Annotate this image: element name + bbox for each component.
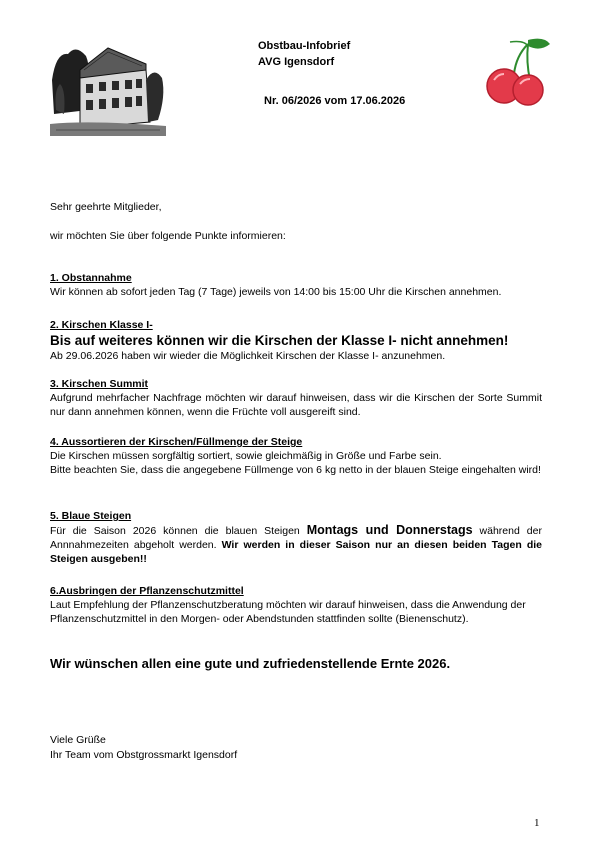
building-sketch-icon	[50, 40, 166, 136]
section-kirschen-summit	[50, 377, 542, 419]
issue-number: Nr. 06/2026 vom 17.06.2026	[264, 95, 406, 107]
cherry-logo-icon	[468, 34, 552, 108]
section-title: 3. Kirschen Summit	[50, 378, 149, 390]
section-text-part: Für die Saison 2026 können die blauen Steigen	[50, 525, 307, 537]
section-kirschen-klasse	[50, 318, 542, 363]
pickup-notice: Wir werden in dieser Saison nur an diesen beiden Tagen die Steigen ausgeben!!	[50, 539, 542, 565]
section-blaue-steigen	[50, 509, 542, 566]
regards-line: Viele Grüße	[50, 734, 106, 746]
section-obstannahme	[50, 271, 542, 299]
closing-wish: Wir wünschen allen eine gute und zufriedenstellende Ernte 2026.	[50, 656, 451, 671]
section-text	[50, 523, 542, 566]
salutation: Sehr geehrte Mitglieder,	[50, 201, 162, 213]
section-emphasis: Bis auf weiteres können wir die Kirschen der Klasse I- nicht annehmen!	[50, 333, 509, 348]
letterhead-title	[258, 38, 350, 70]
section-text: Wir können ab sofort jeden Tag (7 Tage) jeweils von 14:00 bis 15:00 Uhr die Kirschen annehmen.	[50, 286, 502, 298]
section-pflanzenschutz	[50, 584, 542, 626]
section-title: 5. Blaue Steigen	[50, 510, 132, 522]
section-text: Die Kirschen müssen sorgfältig sortiert, sowie gleichmäßig in Größe und Farbe sein.	[50, 450, 442, 462]
letterhead-title-line2: AVG Igensdorf	[258, 56, 335, 68]
intro-text: wir möchten Sie über folgende Punkte informieren:	[50, 230, 286, 242]
pickup-days: Montags und Donnerstags	[306, 523, 473, 537]
section-title: 6.Ausbringen der Pflanzenschutzmittel	[50, 585, 244, 597]
section-text: Ab 29.06.2026 haben wir wieder die Möglichkeit Kirschen der Klasse I- anzunehmen.	[50, 350, 446, 362]
regards-block	[50, 733, 237, 763]
signature-line: Ihr Team vom Obstgrossmarkt Igensdorf	[50, 749, 238, 761]
section-title: 2. Kirschen Klasse I-	[50, 319, 153, 331]
section-text-part: während der Annnahmezeiten abgeholt werden.	[50, 525, 542, 551]
section-text: Bitte beachten Sie, dass die angegebene Füllmenge von 6 kg netto in der blauen Steige eingehalten wird!	[50, 464, 541, 476]
section-title: 4. Aussortieren der Kirschen/Füllmenge der Steige	[50, 436, 303, 448]
section-text: Aufgrund mehrfacher Nachfrage möchten wir darauf hinweisen, dass wir die Kirschen der Sorte Summit nur dann annehmen können, wenn die Früchte voll ausgereift sind.	[50, 392, 542, 418]
section-title: 1. Obstannahme	[50, 272, 132, 284]
section-aussortieren	[50, 435, 542, 477]
page-number: 1	[534, 817, 540, 829]
section-text: Laut Empfehlung der Pflanzenschutzberatung möchten wir darauf hinweisen, dass die Anwendung der Pflanzenschutzmittel in den Morgen- oder Abendstunden stattfinden sollte (Bienenschutz).	[50, 599, 526, 625]
letterhead-title-line1: Obstbau-Infobrief	[258, 40, 351, 52]
